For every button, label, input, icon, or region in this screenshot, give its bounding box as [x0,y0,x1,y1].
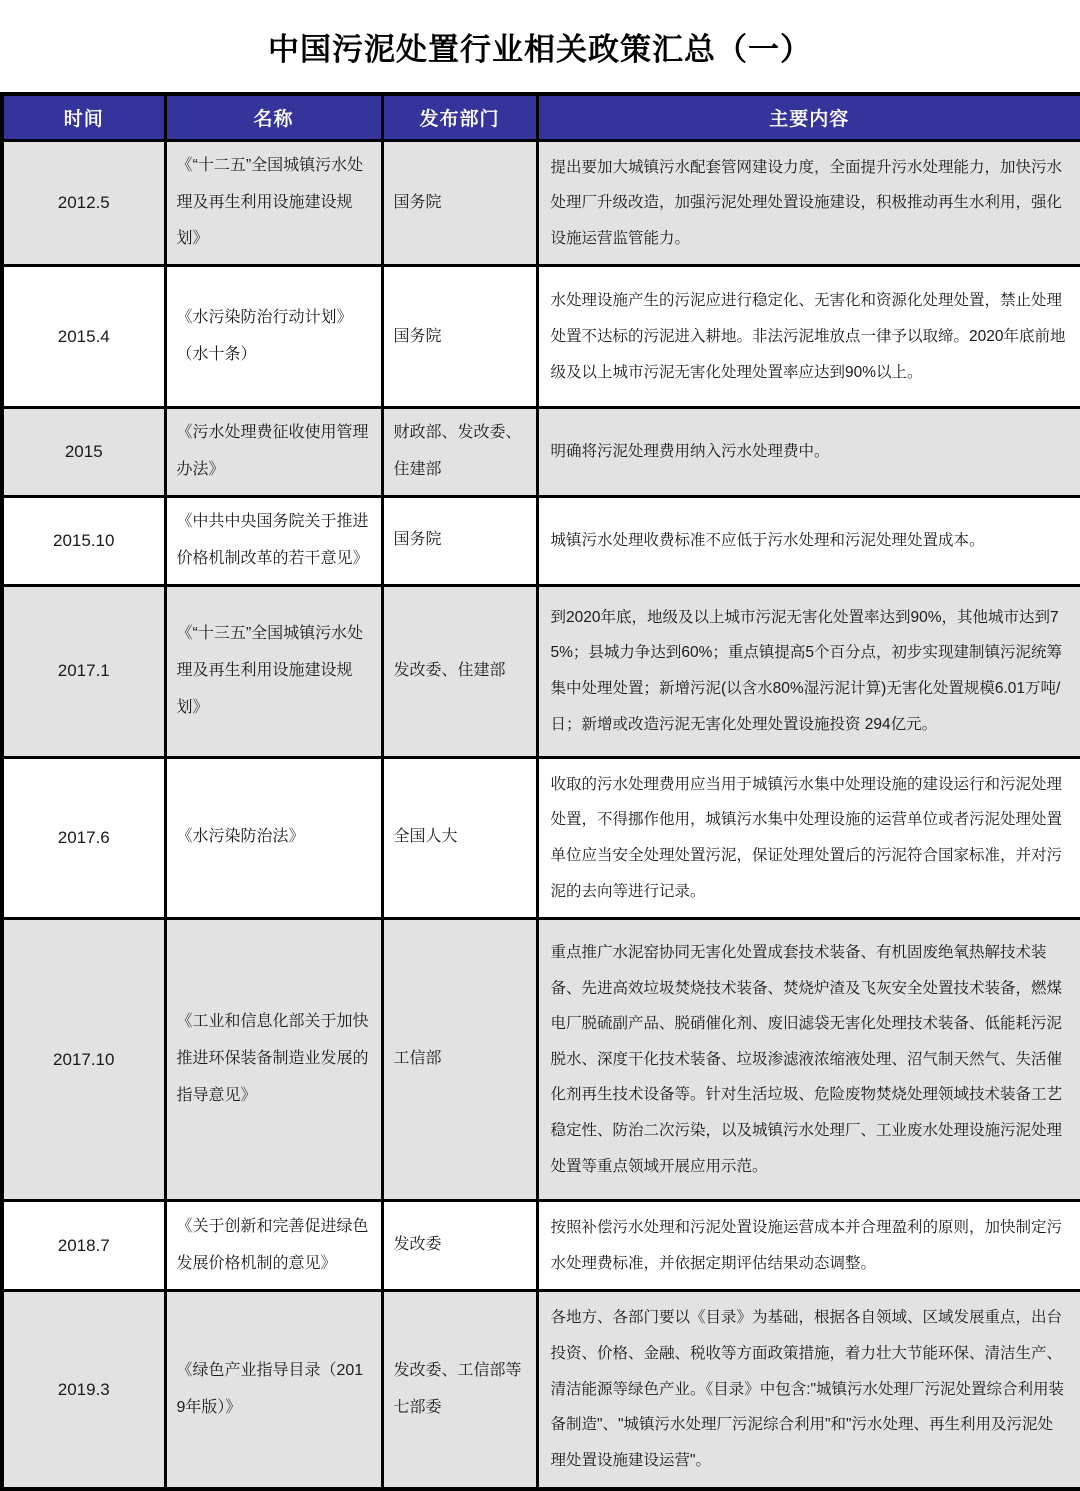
cell-main-content: 按照补偿污水处理和污泥处置设施运营成本并合理盈利的原则，加快制定污水处理费标准，并依据定期评估结果动态调整。 [537,1201,1080,1291]
page-title: 中国污泥处置行业相关政策汇总（一） [268,31,812,67]
table-header-row [2,94,1080,140]
cell-policy-name: 《污水处理费征收使用管理办法》 [165,408,382,497]
cell-main-content: 水处理设施产生的污泥应进行稳定化、无害化和资源化处理处置，禁止处理处置不达标的污泥进入耕地。非法污泥堆放点一律予以取缔。2020年底前地级及以上城市污泥无害化处理处置率应达到90%以上。 [537,266,1080,408]
cell-department: 国务院 [382,497,537,586]
cell-time: 2015 [2,408,165,497]
table-row [2,1201,1080,1291]
table-row [2,1291,1080,1489]
cell-policy-name: 《“十二五”全国城镇污水处理及再生利用设施建设规划》 [165,140,382,266]
cell-policy-name: 《工业和信息化部关于加快推进环保装备制造业发展的指导意见》 [165,919,382,1201]
cell-department: 发改委、工信部等七部委 [382,1291,537,1489]
cell-department: 财政部、发改委、住建部 [382,408,537,497]
cell-main-content: 各地方、各部门要以《目录》为基础，根据各自领域、区域发展重点，出台投资、价格、金融、税收等方面政策措施，着力壮大节能环保、清洁生产、清洁能源等绿色产业。《目录》中包含:"城镇污水处理厂污泥处置综合利用装备制造"、"城镇污水处理厂污泥综合利用"和"污水处理、再生利用及污泥处理处置设施建设运营"。 [537,1291,1080,1489]
col-header-content: 主要内容 [537,94,1080,140]
table-row [2,757,1080,919]
table-row [2,919,1080,1201]
table-row [2,497,1080,586]
cell-policy-name: 《中共中央国务院关于推进价格机制改革的若干意见》 [165,497,382,586]
cell-main-content: 明确将污泥处理费用纳入污水处理费中。 [537,408,1080,497]
table-row [2,140,1080,266]
cell-main-content: 收取的污水处理费用应当用于城镇污水集中处理设施的建设运行和污泥处理处置，不得挪作他用，城镇污水集中处理设施的运营单位或者污泥处理处置单位应当安全处理处置污泥，保证处理处置后的污泥符合国家标准，并对污泥的去向等进行记录。 [537,757,1080,919]
cell-main-content: 城镇污水处理收费标准不应低于污水处理和污泥处理处置成本。 [537,497,1080,586]
cell-time: 2017.6 [2,757,165,919]
cell-time: 2015.4 [2,266,165,408]
table-row [2,408,1080,497]
cell-department: 全国人大 [382,757,537,919]
cell-policy-name: 《“十三五”全国城镇污水处理及再生利用设施建设规划》 [165,585,382,757]
cell-time: 2012.5 [2,140,165,266]
cell-policy-name: 《关于创新和完善促进绿色发展价格机制的意见》 [165,1201,382,1291]
cell-department: 国务院 [382,266,537,408]
policy-table [0,92,1080,1491]
cell-time: 2017.10 [2,919,165,1201]
cell-time: 2018.7 [2,1201,165,1291]
table-row [2,266,1080,408]
table-row [2,585,1080,757]
cell-policy-name: 《水污染防治行动计划》（水十条） [165,266,382,408]
cell-department: 发改委、住建部 [382,585,537,757]
cell-policy-name: 《绿色产业指导目录（2019年版）》 [165,1291,382,1489]
title-area [0,0,1080,92]
cell-time: 2017.1 [2,585,165,757]
cell-policy-name: 《水污染防治法》 [165,757,382,919]
cell-time: 2015.10 [2,497,165,586]
cell-main-content: 提出要加大城镇污水配套管网建设力度，全面提升污水处理能力，加快污水处理厂升级改造，加强污泥处理处置设施建设，积极推动再生水利用，强化设施运营监管能力。 [537,140,1080,266]
cell-department: 发改委 [382,1201,537,1291]
cell-time: 2019.3 [2,1291,165,1489]
cell-main-content: 重点推广水泥窑协同无害化处置成套技术装备、有机固废绝氧热解技术装备、先进高效垃圾焚烧技术装备、焚烧炉渣及飞灰安全处置技术装备，燃煤电厂脱硫副产品、脱硝催化剂、废旧滤袋无害化处理技术装备、低能耗污泥脱水、深度干化技术装备、垃圾渗滤液浓缩液处理、沼气制天然气、失活催化剂再生技术设备等。针对生活垃圾、危险废物焚烧处理领域技术装备工艺稳定性、防治二次污染，以及城镇污水处理厂、工业废水处理设施污泥处理处置等重点领域开展应用示范。 [537,919,1080,1201]
cell-main-content: 到2020年底，地级及以上城市污泥无害化处置率达到90%，其他城市达到75%；县城力争达到60%；重点镇提高5个百分点，初步实现建制镇污泥统筹集中处理处置；新增污泥(以含水80%湿污泥计算)无害化处置规模6.01万吨/日；新增或改造污泥无害化处理处置设施投资 294亿元。 [537,585,1080,757]
col-header-department: 发布部门 [382,94,537,140]
col-header-time: 时间 [2,94,165,140]
col-header-name: 名称 [165,94,382,140]
cell-department: 工信部 [382,919,537,1201]
cell-department: 国务院 [382,140,537,266]
